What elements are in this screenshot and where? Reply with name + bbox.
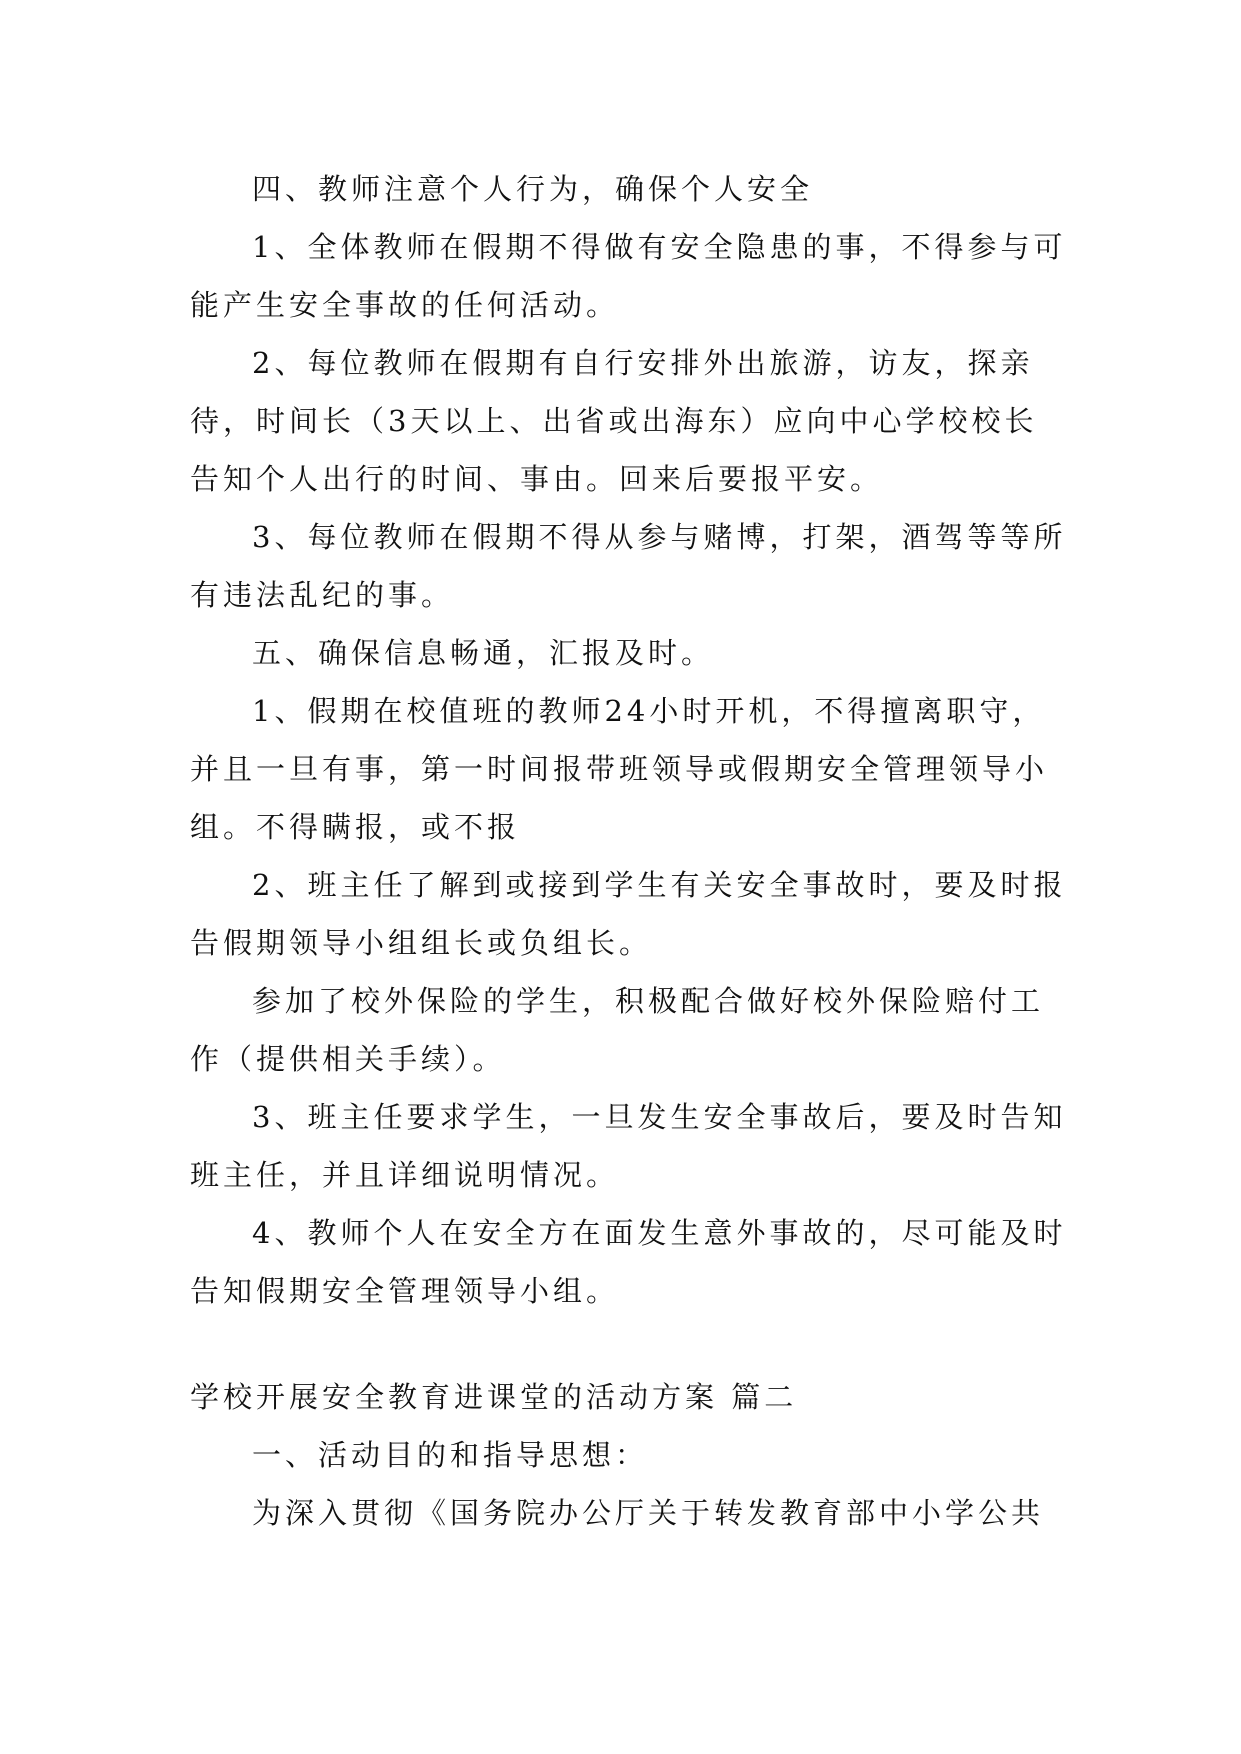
- article-title: 学校开展安全教育进课堂的活动方案 篇二: [190, 1380, 798, 1414]
- section-gap: [190, 1320, 1070, 1368]
- section-heading-five: 五、确保信息畅通，汇报及时。: [252, 636, 715, 670]
- document-body: [190, 160, 1070, 1542]
- paragraph: 3、班主任要求学生，一旦发生安全事故后，要及时告知班主任，并且详细说明情况。: [190, 1100, 1067, 1192]
- paragraph: 2、每位教师在假期有自行安排外出旅游，访友，探亲待，时间长（3天以上、出省或出海东）应向中心学校校长告知个人出行的时间、事由。回来后要报平安。: [190, 346, 1038, 496]
- paragraph: 1、假期在校值班的教师24小时开机，不得擅离职守，并且一旦有事，第一时间报带班领导或假期安全管理领导小组。不得瞒报，或不报: [190, 694, 1049, 844]
- paragraph: 4、教师个人在安全方在面发生意外事故的，尽可能及时告知假期安全管理领导小组。: [190, 1216, 1067, 1308]
- paragraph: 参加了校外保险的学生，积极配合做好校外保险赔付工作（提供相关手续）。: [190, 984, 1045, 1076]
- section-heading-four: 四、教师注意个人行为，确保个人安全: [252, 172, 814, 206]
- paragraph: 1、全体教师在假期不得做有安全隐患的事，不得参与可能产生安全事故的任何活动。: [190, 230, 1067, 322]
- paragraph: 2、班主任了解到或接到学生有关安全事故时，要及时报告假期领导小组组长或负组长。: [190, 868, 1067, 960]
- paragraph: 为深入贯彻《国务院办公厅关于转发教育部中小学公共: [252, 1496, 1045, 1530]
- paragraph: 3、每位教师在假期不得从参与赌博，打架，酒驾等等所有违法乱纪的事。: [190, 520, 1067, 612]
- section-heading-one: 一、活动目的和指导思想：: [252, 1438, 649, 1472]
